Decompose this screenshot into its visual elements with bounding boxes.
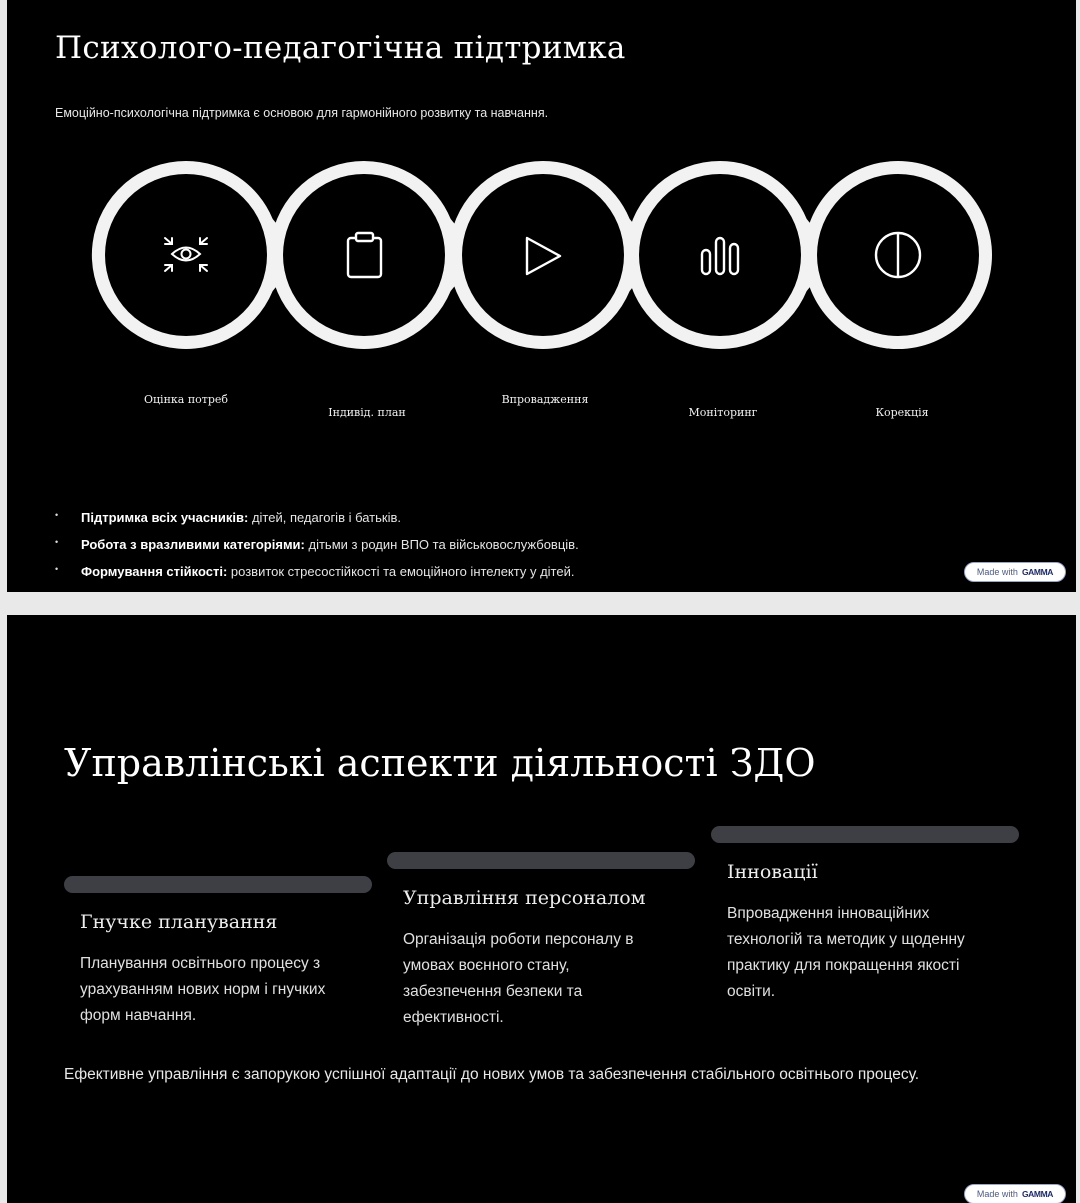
card-heading: Гнучке планування — [80, 911, 278, 933]
bullet-text: дітьми з родин ВПО та військовослужбовців. — [304, 537, 579, 552]
card-heading: Інновації — [727, 861, 818, 883]
slide-management — [7, 615, 1076, 1203]
bullet-text: розвиток стресостійкості та емоційного інтелекту у дітей. — [227, 564, 575, 579]
card-flexible-planning — [64, 876, 372, 1029]
stage-label-2: Індивід. план — [328, 406, 406, 419]
bullet-list — [53, 510, 579, 591]
made-with-gamma-badge[interactable] — [964, 1184, 1066, 1203]
slide-subtitle: Емоційно-психологічна підтримка є основою для гармонійного розвитку та навчання. — [55, 106, 549, 120]
stage-label-4: Моніторинг — [688, 406, 758, 419]
badge-prefix: Made with — [976, 567, 1018, 577]
stage-label-1: Оцінка потреб — [143, 393, 229, 406]
card-text: Впровадження інноваційних технологій та методик у щоденну практику для покращення якості освіти. — [727, 905, 965, 1000]
slide-title: Психолого-педагогічна підтримка — [55, 30, 626, 66]
bullet-bold: Робота з вразливими категоріями: — [81, 537, 305, 552]
card-innovations — [711, 826, 1019, 1005]
gamma-logo: GAMMA — [1021, 567, 1053, 577]
bullet-bold: Формування стійкості: — [81, 564, 228, 579]
stage-label-5: Корекція — [875, 406, 929, 419]
bullet-item: • Підтримка всіх учасників: дітей, педагогів і батьків. — [55, 510, 401, 525]
bullet-item: • Формування стійкості: розвиток стресостійкості та емоційного інтелекту у дітей. — [55, 564, 575, 579]
card-text: Організація роботи персоналу в умовах воєнного стану, забезпечення безпеки та ефективності. — [403, 931, 634, 1026]
gamma-logo: GAMMA — [1021, 1189, 1053, 1199]
slide-title: Управлінські аспекти діяльності ЗДО — [64, 741, 816, 785]
card-bar — [711, 826, 1019, 843]
card-bar — [387, 852, 695, 869]
process-diagram — [7, 155, 1076, 355]
card-bar — [64, 876, 372, 893]
card-heading: Управління персоналом — [403, 887, 646, 909]
stage-ring-2 — [270, 161, 480, 349]
slide-psych-support — [7, 0, 1076, 592]
bullet-text: дітей, педагогів і батьків. — [248, 510, 401, 525]
card-text: Планування освітнього процесу з урахуванням нових норм і гнучких форм навчання. — [80, 955, 326, 1024]
bullet-item: • Робота з вразливими категоріями: дітьми з родин ВПО та військовослужбовців. — [55, 537, 579, 552]
slide-footer-text: Ефективне управління є запорукою успішної адаптації до нових умов та забезпечення стабільного освітнього процесу. — [64, 1066, 920, 1083]
made-with-gamma-badge[interactable] — [964, 562, 1066, 582]
card-staff-management — [387, 852, 695, 1031]
stage-label-3: Впровадження — [501, 393, 589, 406]
badge-prefix: Made with — [976, 1189, 1018, 1199]
bullet-bold: Підтримка всіх учасників: — [81, 510, 249, 525]
